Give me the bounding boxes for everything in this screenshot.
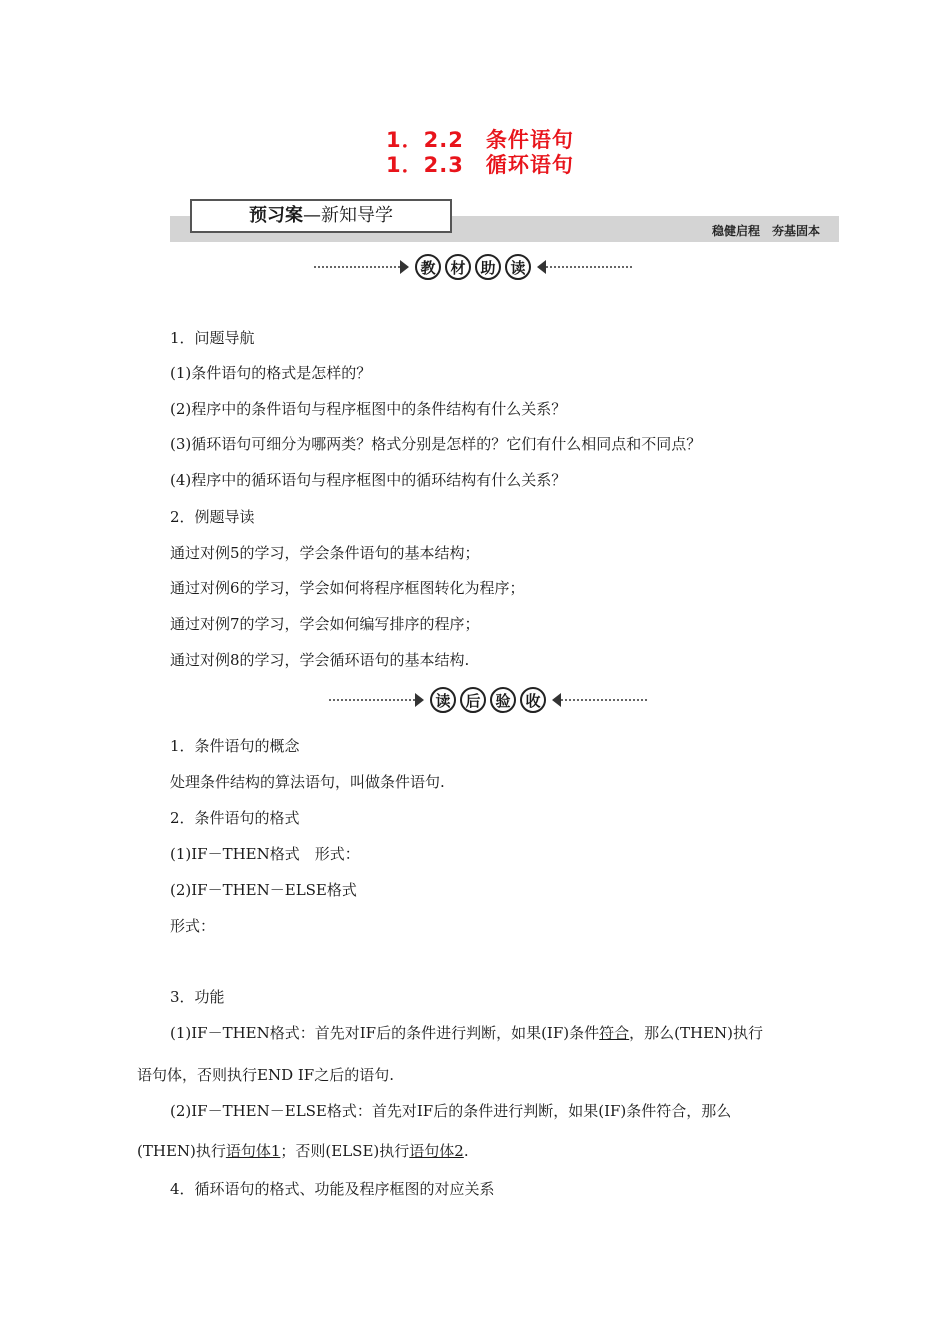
section-char: 读 xyxy=(430,687,456,713)
underlined-text: 语句体2 xyxy=(409,1142,464,1160)
text-span: (THEN)执行 xyxy=(137,1142,226,1160)
text-span: ；否则(ELSE)执行 xyxy=(280,1142,410,1160)
title-line-1: 1．2.2 条件语句 xyxy=(386,128,574,152)
section-char: 助 xyxy=(475,254,501,280)
text-line: 通过对例7的学习，学会如何编写排序的程序； xyxy=(170,615,480,633)
banner-box xyxy=(190,199,452,233)
section-char: 教 xyxy=(415,254,441,280)
arrow-left-icon xyxy=(552,693,561,707)
banner-right-text: 稳健启程 夯基固本 xyxy=(711,224,820,238)
section-char: 验 xyxy=(490,687,516,713)
section-header-1 xyxy=(314,253,632,281)
text-span: ，那么(THEN)执行 xyxy=(629,1024,764,1042)
text-line: (2)IF－THEN－ELSE格式 xyxy=(170,881,357,899)
section-header-2 xyxy=(329,686,647,714)
text-line: (1)条件语句的格式是怎样的？ xyxy=(170,364,372,382)
dotted-line xyxy=(314,266,400,268)
section-char: 后 xyxy=(460,687,486,713)
dotted-line xyxy=(561,699,647,701)
text-line: (2)IF－THEN－ELSE格式：首先对IF后的条件进行判断，如果(IF)条件符合，那么 xyxy=(170,1102,732,1120)
text-line: 形式： xyxy=(170,917,216,935)
text-line: 处理条件结构的算法语句，叫做条件语句. xyxy=(170,773,445,791)
arrow-right-icon xyxy=(400,260,409,274)
text-line: (1)IF－THEN格式 形式： xyxy=(170,845,360,863)
text-line: (3)循环语句可细分为哪两类？格式分别是怎样的？它们有什么相同点和不同点？ xyxy=(170,435,702,453)
underlined-text: 符合 xyxy=(599,1024,630,1042)
dotted-line xyxy=(546,266,632,268)
text-span: (1)IF－THEN格式：首先对IF后的条件进行判断，如果(IF)条件 xyxy=(170,1024,600,1042)
title-line-2: 1．2.3 循环语句 xyxy=(386,153,574,177)
text-line: 3．功能 xyxy=(170,988,225,1006)
text-line: 通过对例8的学习，学会循环语句的基本结构. xyxy=(170,651,470,669)
text-line: 4．循环语句的格式、功能及程序框图的对应关系 xyxy=(170,1180,495,1198)
text-line: 通过对例6的学习，学会如何将程序框图转化为程序； xyxy=(170,579,525,597)
dotted-line xyxy=(329,699,415,701)
text-line: 1．条件语句的概念 xyxy=(170,737,300,755)
section-char: 读 xyxy=(505,254,531,280)
banner-box-rest: —新知导学 xyxy=(303,205,393,226)
text-line: 通过对例5的学习，学会条件语句的基本结构； xyxy=(170,544,480,562)
text-line: 语句体，否则执行END IF之后的语句. xyxy=(137,1066,394,1084)
section-char: 收 xyxy=(520,687,546,713)
section-char: 材 xyxy=(445,254,471,280)
text-line xyxy=(137,1140,469,1161)
text-span: . xyxy=(463,1142,469,1160)
text-line: 2．例题导读 xyxy=(170,508,255,526)
banner-box-bold: 预习案 xyxy=(249,205,303,226)
arrow-left-icon xyxy=(537,260,546,274)
text-line: 2．条件语句的格式 xyxy=(170,809,300,827)
text-line: (2)程序中的条件语句与程序框图中的条件结构有什么关系？ xyxy=(170,400,567,418)
text-line xyxy=(170,1022,763,1043)
text-line: (4)程序中的循环语句与程序框图中的循环结构有什么关系？ xyxy=(170,471,567,489)
text-line: 1．问题导航 xyxy=(170,329,255,347)
arrow-right-icon xyxy=(415,693,424,707)
underlined-text: 语句体1 xyxy=(225,1142,281,1160)
